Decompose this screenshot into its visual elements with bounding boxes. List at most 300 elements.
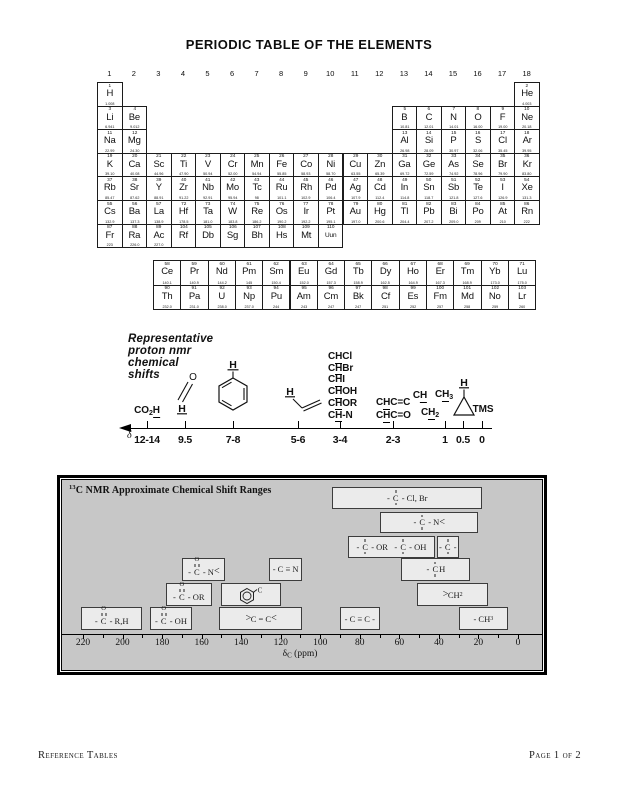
group-number: 1 [107,69,112,78]
element-mass: 63.55 [350,172,360,177]
cyclopropane-structure [447,375,481,423]
element-number: 106 [228,225,237,230]
proton-axis-tick [393,421,394,429]
oxygen-atom: O [194,555,200,563]
proton-shift-label: 2-3 [385,434,401,446]
formula-text: C=O [390,410,411,421]
element-number: 30 [377,154,383,159]
element-number: 20 [131,154,137,159]
proton-group-label [376,411,411,421]
element-number: 7 [452,107,455,112]
element-number: 23 [205,154,211,159]
group-number: 2 [131,69,136,78]
element-number: 35 [499,154,506,159]
element-mass: 195.1 [326,219,336,224]
c13-nmr-chart [57,475,547,675]
proton-group-label [328,399,357,409]
element-symbol: Cs [104,206,116,217]
element-mass: 78.96 [473,172,483,177]
element-cell-Yb [481,260,509,286]
proton-shift-label: 12-14 [134,434,160,446]
element-symbol: Pt [326,206,335,217]
element-cell-Li [97,106,123,131]
formula-text: - [413,517,419,528]
underlined-proton: H [442,389,450,400]
oxygen-atom: O [161,605,167,612]
element-number: 42 [229,177,236,183]
element-symbol: Eu [298,266,310,277]
element-number: 61 [246,261,252,267]
element-mass: 12.01 [424,125,434,130]
element-cell-Ce [153,260,181,286]
element-cell-Zr [171,176,197,201]
vinyl-structure [280,383,326,415]
element-number: 93 [246,286,252,291]
proton-nmr-title: Representative proton nmr chemical shifts [128,333,214,381]
element-number: 55 [107,201,113,207]
element-number: 66 [382,261,389,267]
element-symbol: Ru [275,182,288,194]
element-mass: 168.9 [462,280,473,285]
element-mass: 186.2 [252,219,262,224]
element-symbol: Uun [325,231,337,239]
svg-text:H: H [178,403,186,415]
delta-symbol: δ [282,649,288,659]
element-symbol: Cd [373,182,386,194]
element-mass: 259 [491,305,498,309]
element-cell-O [465,106,491,131]
element-mass: 209.0 [448,219,459,224]
element-symbol: Pr [189,266,199,277]
element-mass: 10.81 [399,125,410,130]
element-number: 60 [219,261,225,267]
element-number: 84 [475,201,481,207]
element-mass: 247 [327,305,335,309]
c13-axis-minor-tick [498,635,499,638]
svg-text:H: H [286,386,294,398]
element-symbol: Ni [326,158,335,170]
element-cell-Rf [171,224,197,249]
element-symbol: Er [435,266,445,277]
element-symbol: As [448,158,459,170]
element-mass: 40.08 [129,172,139,177]
proton-shift-label: 3-4 [332,434,348,446]
formula-text: C [328,374,336,386]
bond-angle-glyph: < [271,613,277,624]
element-symbol: Te [473,182,483,194]
element-number: 16 [475,130,481,136]
element-mass [176,243,191,247]
element-mass: 126.9 [497,196,508,200]
carbon-with-bonds: C [419,517,426,528]
element-number: 18 [524,130,530,136]
element-mass: 131.3 [522,196,532,200]
c13-range-box [219,607,302,630]
element-cell-Ho [399,260,427,286]
element-number: 81 [401,201,407,207]
double-bond-icon [194,564,199,567]
element-mass: 223 [106,243,113,248]
element-mass [250,243,265,247]
svg-text:O: O [189,372,197,383]
c13-range-box [340,607,380,630]
element-mass: 140.9 [189,280,200,285]
element-cell-La [146,200,172,225]
element-symbol: Tc [252,182,262,194]
element-mass: 65.39 [375,172,385,177]
element-symbol: I [501,182,504,194]
c13-range-box [380,512,479,534]
element-number: 79 [352,201,358,207]
element-cell-Ag [343,176,369,201]
element-symbol: O [474,111,482,123]
group-number: 6 [229,69,235,78]
formula-text: C [328,409,336,421]
element-mass: 252 [409,305,416,309]
element-mass: 9.012 [129,125,139,130]
element-number: 97 [355,286,361,291]
c13-axis-minor-tick [419,635,420,638]
element-cell-No [481,285,509,311]
group-number: 8 [279,69,284,78]
carbon-with-bonds: C [444,541,451,552]
group-number: 14 [424,69,433,78]
element-cell-Os [269,200,295,225]
element-symbol: Lu [516,266,528,277]
element-number: 39 [156,177,162,183]
element-symbol: Ta [203,206,213,217]
element-symbol: Md [461,290,474,302]
element-cell-Es [399,285,427,311]
proton-shift-label: 9.5 [178,434,192,446]
formula-text: Br [342,362,354,374]
element-symbol: Kr [522,158,532,170]
element-mass: 101.1 [276,196,287,200]
element-mass: 137.3 [129,219,139,224]
element-number: 52 [475,177,481,183]
element-symbol: V [204,158,212,170]
element-cell-Rh [293,176,319,201]
element-cell-Th [153,285,181,311]
axis-unit: (ppm) [291,649,318,659]
element-mass: 121.8 [448,196,459,200]
c13-range-box [182,555,225,581]
element-number: 86 [524,201,530,207]
element-symbol: Cu [349,158,362,170]
element-mass: 47.90 [178,172,189,177]
element-number: 9 [501,107,504,112]
element-cell-Al [392,129,418,154]
c13-axis-minor-tick [142,635,143,638]
c13-axis-minor-tick [182,635,183,638]
element-symbol: Nd [215,266,228,277]
element-symbol: Ho [406,266,419,277]
element-symbol: Ti [179,158,187,170]
c13-axis-minor-tick [300,635,301,638]
element-cell-Ga [392,153,418,178]
element-mass: 87.62 [129,196,139,200]
element-mass: 39.10 [105,172,115,177]
element-number: 10 [524,107,530,112]
element-cell-Tc [244,176,270,201]
element-number: 109 [302,225,311,230]
element-number: 3 [108,107,112,112]
element-mass: 158.9 [353,280,363,285]
element-symbol: Li [106,111,114,123]
element-cell-Mg [122,129,148,154]
subscript: 2 [435,412,440,419]
proton-shift-label: 0 [479,434,485,446]
element-number: 94 [273,286,279,291]
element-cell-Nd [208,260,236,286]
proton-group-label [328,364,353,374]
element-number: 70 [492,261,498,267]
footer-reference-tables: Reference Tables [38,750,118,761]
proton-axis-delta-label: δ [127,430,132,441]
element-symbol: Ge [422,158,436,170]
element-cell-W [220,200,246,225]
carbon-with-bonds: C [392,492,399,503]
formula-text: C [328,362,336,374]
formula-text: - CH [473,613,491,624]
element-mass: 258 [464,305,471,309]
underlined-proton: H [383,397,391,408]
element-symbol: Ir [303,206,309,217]
element-mass: 95.94 [227,196,238,200]
element-symbol: U [218,290,226,302]
formula-text: - R,H [107,616,129,626]
element-symbol: At [498,206,507,217]
element-mass: 181.0 [203,219,213,224]
element-symbol: Bk [352,290,364,302]
element-cell-Pb [416,200,442,225]
element-mass: 210 [499,219,506,224]
element-cell-Er [426,260,454,286]
element-symbol: H [106,88,114,99]
element-cell-Co [293,153,319,178]
element-symbol: N [450,111,457,123]
element-symbol: Ra [128,229,141,241]
element-cell-Cm [317,285,345,311]
element-cell-Mn [244,153,270,178]
element-mass: 107.9 [350,196,360,200]
element-number: 68 [437,261,443,267]
underlined-proton: H [428,407,436,418]
group-number: 16 [473,69,482,78]
element-number: 83 [450,201,457,207]
element-symbol: Cf [380,290,391,302]
element-mass: 58.93 [301,172,311,177]
c13-axis-tick-label: 60 [394,638,405,648]
subscript: 3 [490,615,494,622]
formula-text: - C ≡ C - [344,613,375,624]
element-mass: 79.90 [497,172,508,177]
element-number: 19 [107,154,113,159]
element-number: 17 [499,130,506,136]
c13-axis-line [62,634,542,635]
element-symbol: Pd [325,182,337,194]
element-mass: 162.5 [380,280,391,285]
element-number: 64 [328,261,334,267]
element-symbol: Fm [433,290,447,302]
oxygen-atom: O [101,605,106,612]
element-cell-Ti [171,153,197,178]
element-symbol: Au [349,206,361,217]
element-cell-Tb [344,260,372,286]
underlined-proton: H [335,409,343,421]
element-cell-Cu [343,153,369,178]
element-cell-As [441,153,467,178]
element-cell-U [208,285,236,311]
element-cell-Pm [235,260,263,286]
c13-axis-minor-tick [380,635,381,638]
element-number: 36 [524,154,530,159]
element-number: 41 [205,177,211,183]
element-symbol: Cl [498,135,507,147]
element-cell-Y [146,176,172,201]
formula-text: - OH [167,616,187,626]
element-mass: 92.91 [203,196,213,200]
element-symbol: Sb [447,182,460,194]
element-number: 91 [191,286,198,291]
element-cell-C [416,106,442,131]
element-number: 38 [131,177,137,183]
element-number: 49 [401,177,407,183]
element-cell-Pu [262,285,290,311]
group-number: 4 [180,69,185,78]
element-number: 99 [410,286,416,291]
element-cell-H [97,82,123,107]
element-cell-Dy [371,260,399,286]
element-mass [274,243,289,247]
element-symbol: In [400,182,409,194]
element-cell-Sc [146,153,172,178]
element-cell-Mt [293,224,319,249]
element-cell-K [97,153,123,178]
element-cell-Re [244,200,270,225]
underlined-proton: H [335,362,343,374]
element-number: 28 [328,154,334,159]
element-mass: 140.1 [162,280,172,285]
element-mass: 209 [474,219,482,224]
element-mass: 72.59 [424,172,434,177]
element-mass: 106.4 [326,196,336,200]
element-number: 85 [499,201,506,207]
formula-text: - [356,541,362,552]
element-symbol: Ac [153,229,165,241]
c13-axis-tick-label: 100 [313,638,328,648]
element-symbol: Gd [324,266,338,277]
c13-axis-tick-label: 0 [515,638,521,648]
aromatic-ring-icon [236,585,266,605]
element-number: 87 [107,225,113,230]
element-cell-S [465,129,491,154]
proton-shift-label: 7-8 [225,434,241,446]
element-number: 48 [377,177,383,183]
element-number: 92 [219,286,225,291]
element-symbol: Xe [521,182,533,194]
formula-text: - N [426,517,440,528]
element-symbol: Yb [489,266,501,277]
element-symbol: Pm [242,266,256,277]
element-symbol: Ce [161,266,174,277]
formula-text: H [439,564,446,575]
element-number: 40 [180,177,187,183]
element-symbol: Al [400,135,409,147]
underlined-proton: H [335,386,343,398]
element-number: 62 [273,261,279,267]
element-number: 15 [450,130,457,136]
element-symbol: Ne [521,111,533,123]
proton-axis-tick [482,421,483,429]
element-mass: 1.008 [105,101,115,106]
aldehyde-structure [166,368,202,418]
element-symbol: Si [424,135,433,147]
element-mass: 251 [382,305,389,309]
element-number: 25 [254,154,260,159]
element-cell-Zn [367,153,393,178]
svg-text:C: C [257,586,263,594]
element-mass: 91.22 [178,196,189,200]
formula-text: - [173,592,178,602]
element-mass: 231.0 [189,305,200,309]
proton-shift-label: 1 [442,434,448,446]
element-number: 14 [426,130,432,136]
element-symbol: Fe [276,158,287,170]
c13-axis-tick-label: 40 [434,638,444,648]
element-cell-Pt [318,200,344,225]
element-symbol: F [499,111,506,123]
element-mass: 226.0 [129,243,139,248]
element-cell-Pr [180,260,208,286]
carbon-with-bonds: C [362,541,369,552]
element-number: 95 [301,286,307,291]
element-symbol: Cr [227,158,238,170]
element-symbol: Tl [400,206,409,217]
element-symbol: Hs [276,229,288,241]
element-number: 102 [490,286,499,291]
element-mass: 178.5 [178,219,189,224]
element-cell-I [490,176,516,201]
element-cell-Cf [371,285,399,311]
element-symbol: Tb [352,266,364,277]
element-number: 2 [525,83,529,89]
group-number: 13 [399,69,409,78]
element-symbol: Hf [178,206,188,217]
element-cell-Ar [514,129,540,154]
element-number: 74 [229,201,236,207]
element-symbol: Zr [179,182,188,194]
element-number: 58 [164,261,170,267]
element-symbol: Hg [373,206,386,217]
formula-text: C [328,386,336,398]
element-mass: 192.2 [301,219,311,224]
element-mass: 232.0 [162,305,172,309]
element-mass: 26.98 [399,149,410,153]
element-mass: 260 [518,305,526,309]
formula-text: C [376,410,384,421]
benzene-structure [213,357,253,415]
element-number: 47 [352,177,358,183]
element-mass: 74.92 [448,172,459,177]
element-cell-Ra [122,224,148,249]
element-symbol: Am [296,290,311,302]
c13-range-box [417,583,488,606]
proton-shift-label: 5-6 [290,434,306,446]
element-symbol: Lr [518,290,527,302]
element-symbol: Os [275,206,288,217]
page-title: PERIODIC TABLE OF THE ELEMENTS [185,37,433,52]
